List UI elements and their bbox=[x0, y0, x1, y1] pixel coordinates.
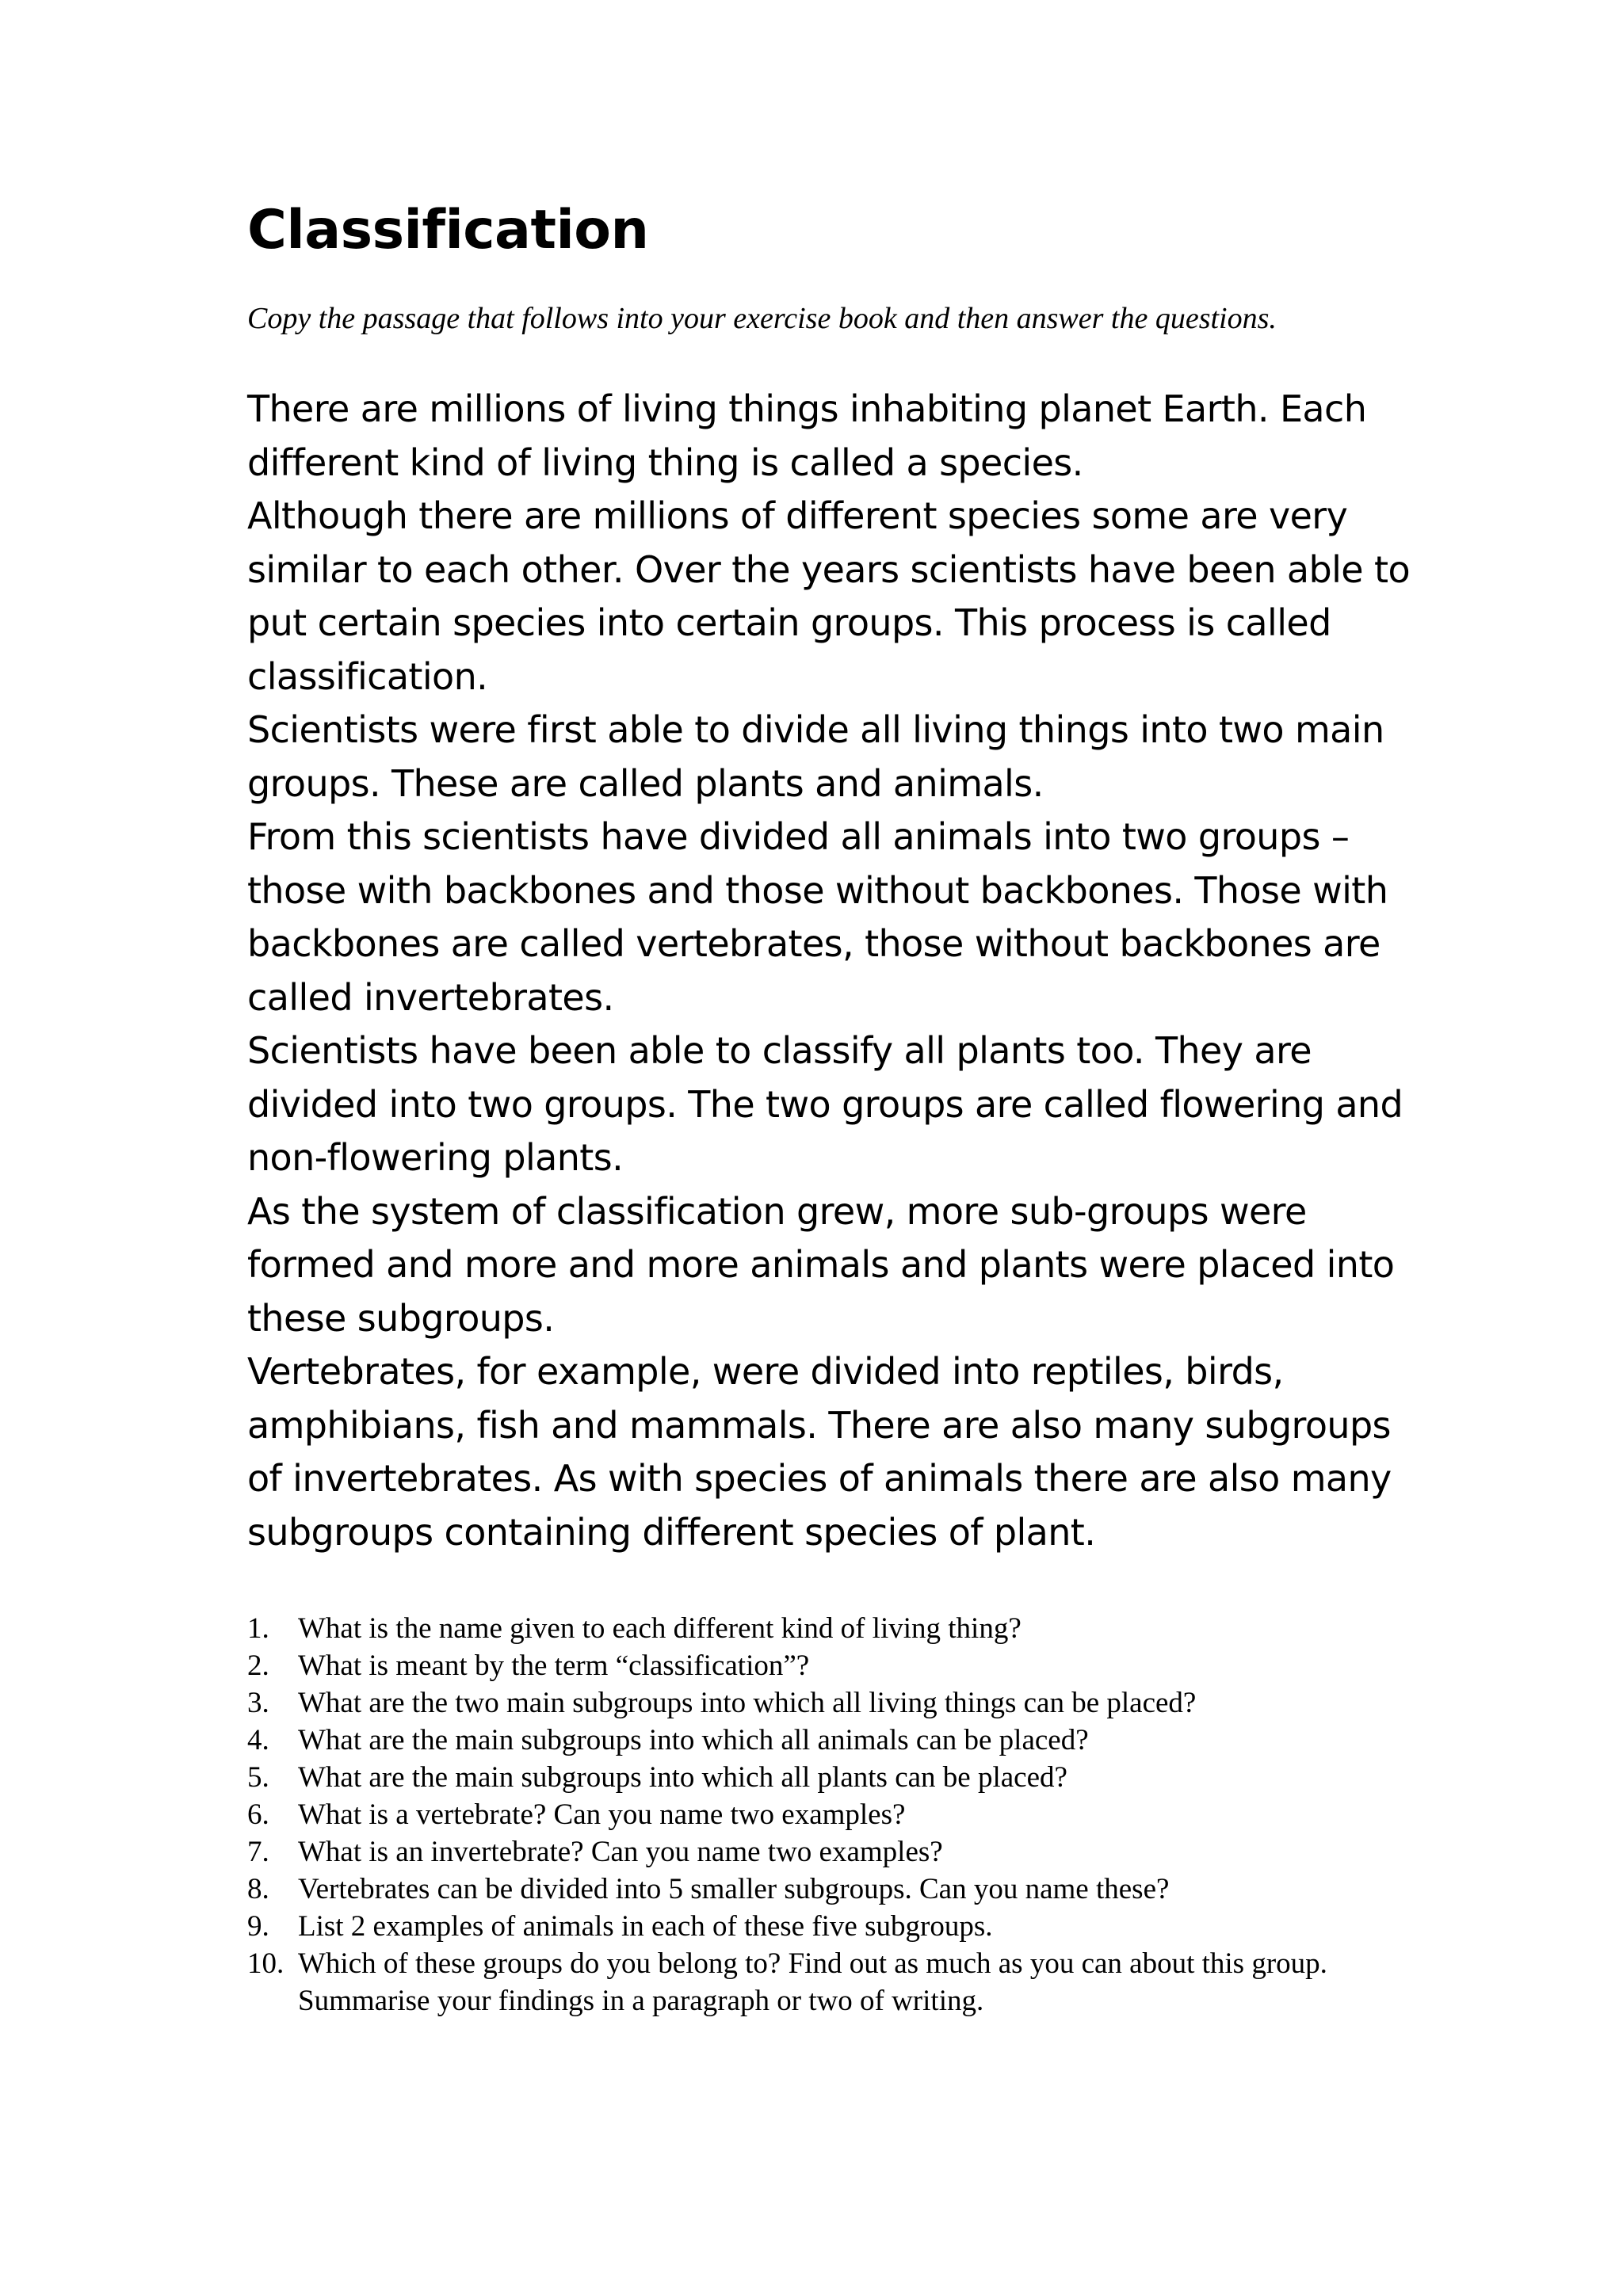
question-text: List 2 examples of animals in each of these five subgroups. bbox=[298, 1910, 993, 1943]
question-number: 4. bbox=[247, 1724, 269, 1757]
question-text: What are the main subgroups into which all animals can be placed? bbox=[298, 1724, 1089, 1757]
instruction-text: Copy the passage that follows into your exercise book and then answer the questions. bbox=[247, 301, 1277, 335]
question-item bbox=[247, 1610, 1412, 1647]
question-text: What is an invertebrate? Can you name two examples? bbox=[298, 1836, 943, 1869]
question-item bbox=[247, 1684, 1412, 1722]
question-item bbox=[247, 1796, 1412, 1833]
question-item bbox=[247, 1871, 1412, 1908]
question-item bbox=[247, 1759, 1412, 1796]
document-content bbox=[247, 198, 1412, 2019]
question-text: What are the main subgroups into which all plants can be placed? bbox=[298, 1761, 1067, 1794]
question-text: What are the two main subgroups into which all living things can be placed? bbox=[298, 1687, 1197, 1720]
question-number: 9. bbox=[247, 1910, 269, 1943]
passage-paragraph: From this scientists have divided all animals into two groups – those with backbones and those without backbones. Those with backbones are called vertebrates, those without backbones are called invertebrates. bbox=[247, 815, 1388, 1019]
question-text: What is meant by the term “classification”? bbox=[298, 1650, 810, 1683]
question-item bbox=[247, 1945, 1412, 2019]
question-number: 6. bbox=[247, 1798, 269, 1832]
page-title: Classification bbox=[247, 199, 649, 261]
question-number: 10. bbox=[247, 1947, 285, 1981]
questions-list bbox=[247, 1610, 1412, 2019]
question-item bbox=[247, 1647, 1412, 1684]
question-number: 7. bbox=[247, 1836, 269, 1869]
passage-paragraph: Scientists have been able to classify all plants too. They are divided into two groups. The two groups are called flowering and non-flowering plants. bbox=[247, 1029, 1403, 1180]
question-item bbox=[247, 1908, 1412, 1945]
question-item bbox=[247, 1722, 1412, 1759]
question-text: Vertebrates can be divided into 5 smaller subgroups. Can you name these? bbox=[298, 1873, 1170, 1906]
question-number: 3. bbox=[247, 1687, 269, 1720]
passage bbox=[247, 383, 1412, 1559]
passage-paragraph: Scientists were first able to divide all living things into two main groups. These are called plants and animals. bbox=[247, 708, 1384, 805]
question-text: What is the name given to each different kind of living thing? bbox=[298, 1612, 1022, 1646]
question-text: What is a vertebrate? Can you name two examples? bbox=[298, 1798, 906, 1832]
question-number: 8. bbox=[247, 1873, 269, 1906]
question-item bbox=[247, 1833, 1412, 1871]
passage-paragraph: Vertebrates, for example, were divided into reptiles, birds, amphibians, fish and mammals. There are also many subgroups of invertebrates. As with species of animals there are also many subgroups containing different species of plant. bbox=[247, 1350, 1392, 1554]
passage-paragraph: Although there are millions of different species some are very similar to each other. Over the years scientists have been able to put certain species into certain groups. This process is called classification. bbox=[247, 494, 1410, 698]
question-text: Which of these groups do you belong to? Find out as much as you can about this group. Summarise your findings in a paragraph or two of writing. bbox=[298, 1947, 1327, 2018]
passage-paragraph: As the system of classification grew, more sub-groups were formed and more and more animals and plants were placed into these subgroups. bbox=[247, 1189, 1395, 1340]
question-number: 5. bbox=[247, 1761, 269, 1794]
passage-paragraph: There are millions of living things inhabiting planet Earth. Each different kind of living thing is called a species. bbox=[247, 387, 1367, 484]
question-number: 2. bbox=[247, 1650, 269, 1683]
question-number: 1. bbox=[247, 1612, 269, 1646]
